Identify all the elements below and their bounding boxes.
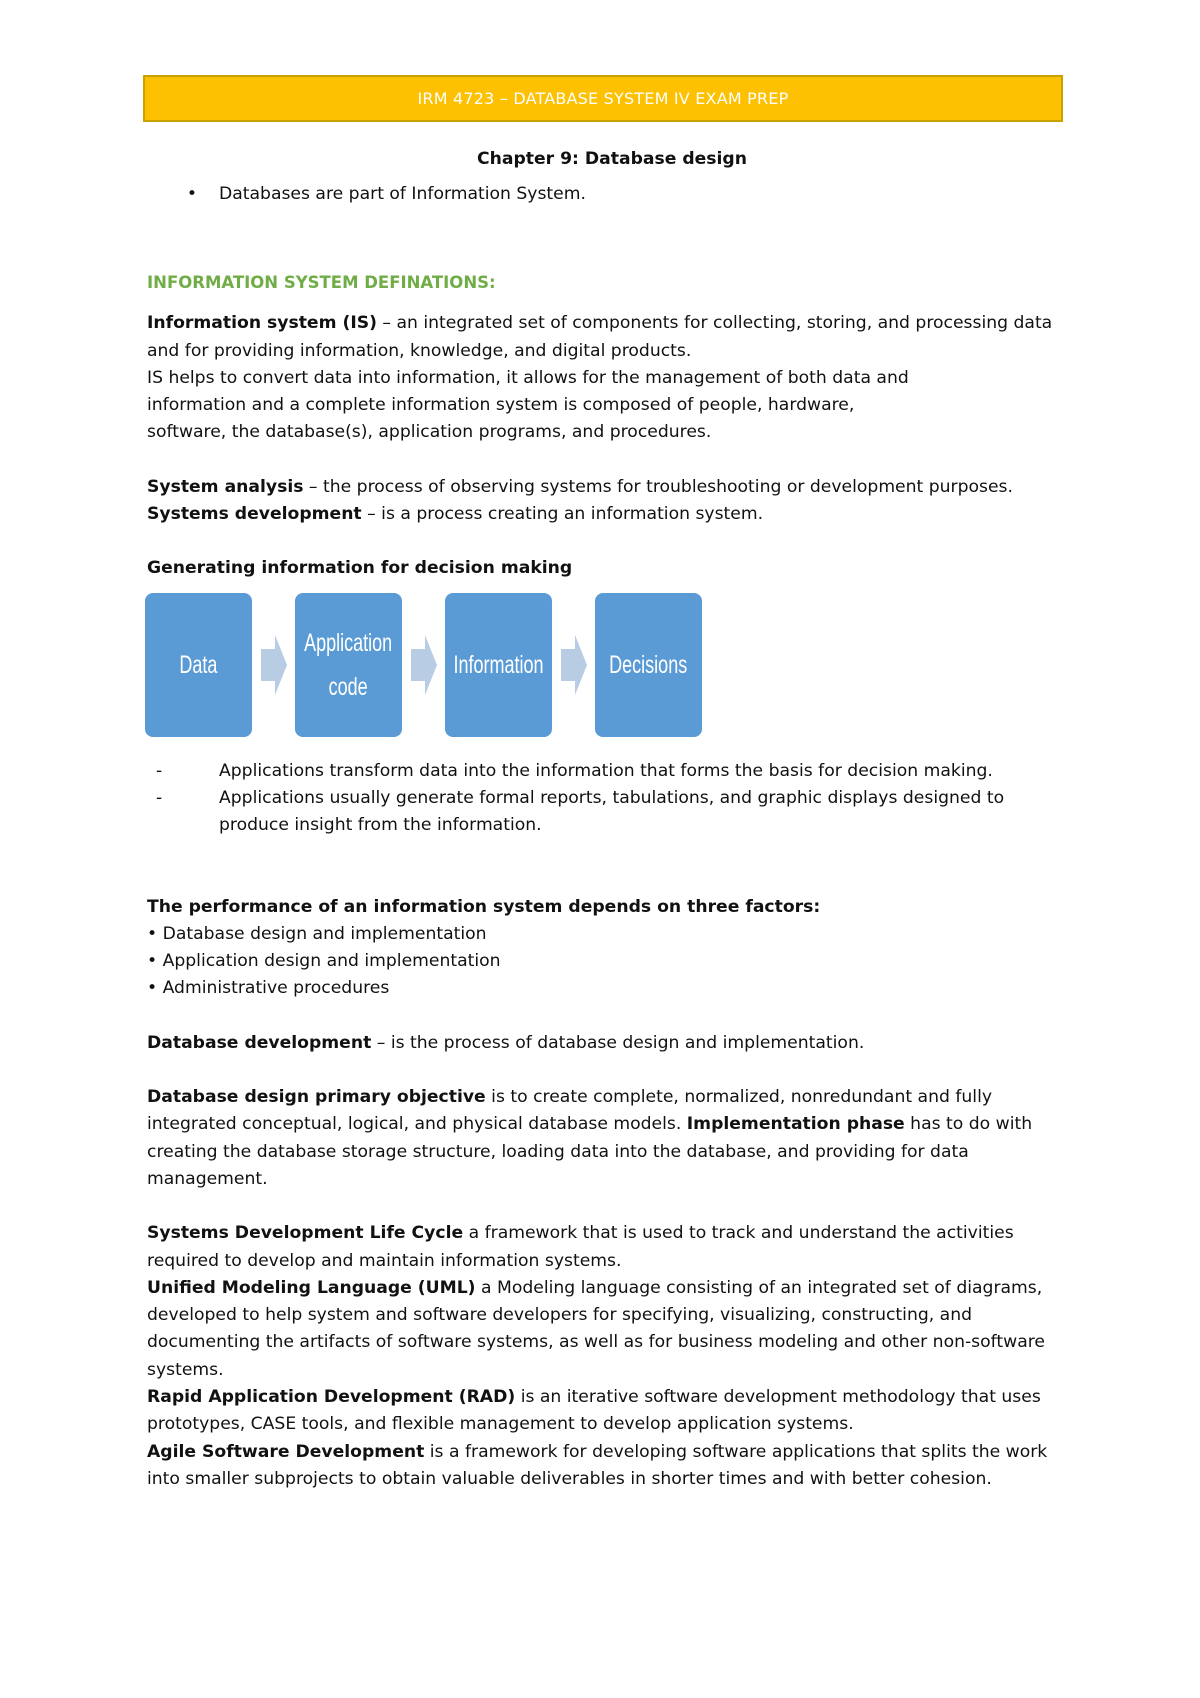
is-helps-paragraph: IS helps to convert data into information, it allows for the management of both data and information and a complete information system is composed of people, hardware, software, the database(s), application programs, and procedures. <box>147 367 909 443</box>
system-analysis-term: System analysis <box>147 476 304 497</box>
is-text: – an integrated set of components for collecting, storing, and processing data and for providing information, knowledge, and digital products. <box>147 313 1053 361</box>
system-analysis-text: – the process of observing systems for troubleshooting or development purposes. <box>303 476 1013 497</box>
flow-arrow-icon <box>411 635 437 695</box>
section-heading: INFORMATION SYSTEM DEFINATIONS: <box>147 273 496 292</box>
performance-factor: • Administrative procedures <box>147 978 390 999</box>
definition-uml: Unified Modeling Language (UML) a Modeling language consisting of an integrated set of diagrams, developed to help system and software developers for specifying, visualizing, constructing, and documenting the artifacts of software systems, as well as for business modeling and other non-software systems. <box>147 1277 1045 1380</box>
dash-marker: - <box>156 787 163 808</box>
dash-marker: - <box>156 760 163 781</box>
db-design-term: Database design primary objective <box>147 1087 486 1108</box>
list-item: - Applications transform data into the information that forms the basis for decision making. <box>147 758 1077 785</box>
systems-development-definition <box>147 501 1077 528</box>
generating-heading: Generating information for decision making <box>147 558 573 579</box>
db-development-text: – is the process of database design and implementation. <box>371 1032 865 1053</box>
systems-development-term: Systems development <box>147 504 362 525</box>
performance-factor: • Database design and implementation <box>147 923 487 944</box>
header-title: IRM 4723 – DATABASE SYSTEM IV EXAM PREP <box>417 89 789 108</box>
header-banner <box>143 75 1063 122</box>
db-development-definition <box>147 1030 1077 1057</box>
flow-step-decisions: Decisions <box>595 593 702 737</box>
flow-step-data: Data <box>145 593 252 737</box>
definition-rad: Rapid Application Development (RAD) is an iterative software development methodology that uses prototypes, CASE tools, and flexible management to develop application systems. <box>147 1387 1041 1435</box>
flow-arrow-icon <box>561 635 587 695</box>
intro-bullet-text: Databases are part of Information System. <box>219 184 586 204</box>
db-development-term: Database development <box>147 1032 372 1053</box>
document-body <box>147 146 1077 1493</box>
intro-bullet <box>147 181 1077 205</box>
flow-step-information: Information <box>445 593 552 737</box>
implementation-phase-term: Implementation phase <box>686 1114 905 1135</box>
is-term: Information system (IS) <box>147 313 377 334</box>
flow-arrow-icon <box>261 635 287 695</box>
performance-heading: The performance of an information system depends on three factors: <box>147 896 821 917</box>
db-design-paragraph: Database design primary objective is to create complete, normalized, nonredundant and fully integrated conceptual, logical, and physical database models. Implementation phase has to do with creating the database storage structure, loading data into the database, and providing for data management. <box>147 1087 1033 1189</box>
bullet-dot-icon: • <box>186 184 197 204</box>
definition-agile: Agile Software Development is a framework for developing software applications that splits the work into smaller subprojects to obtain valuable deliverables in shorter times and with better cohesion. <box>147 1441 1048 1489</box>
systems-development-text: – is a process creating an information system. <box>361 504 764 525</box>
performance-factor: • Application design and implementation <box>147 951 501 972</box>
list-item: - Applications usually generate formal reports, tabulations, and graphic displays designed to produce insight from the information. <box>147 785 1077 840</box>
is-definition <box>147 310 1077 365</box>
decision-flow-diagram <box>145 593 1077 746</box>
definition-sdlc: Systems Development Life Cycle a framework that is used to track and understand the activities required to develop and maintain information systems. <box>147 1223 1014 1271</box>
flow-step-application-code: Application code <box>295 593 402 737</box>
system-analysis-definition <box>147 474 1077 501</box>
chapter-title: Chapter 9: Database design <box>477 149 747 169</box>
